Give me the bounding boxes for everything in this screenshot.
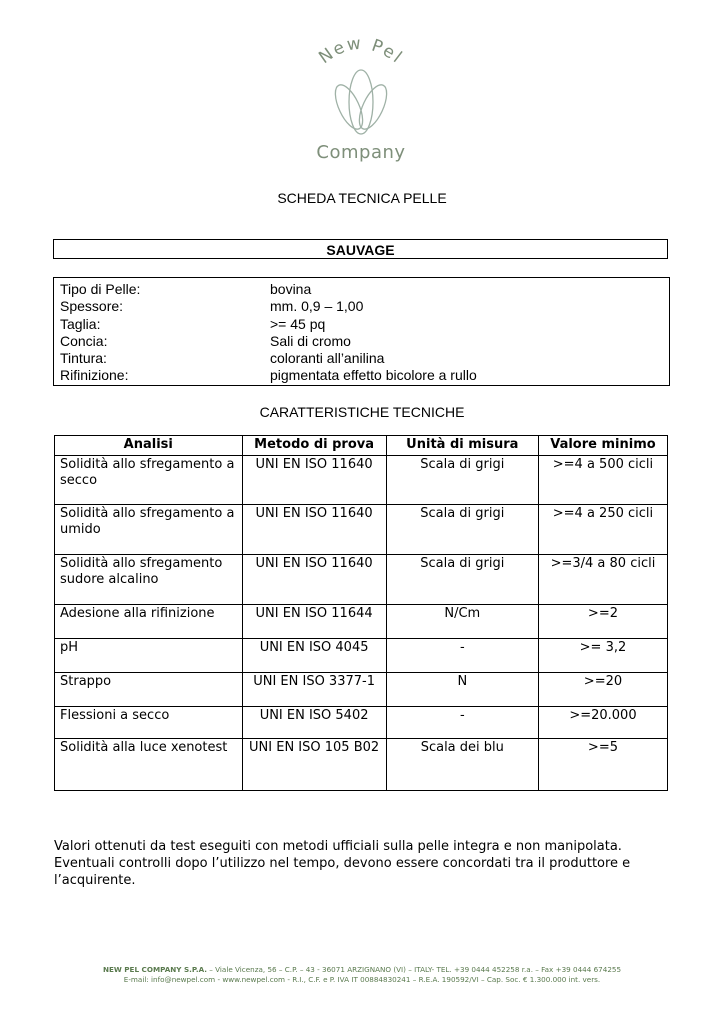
footer-line-2: E-mail: info@newpel.com - www.newpel.com - R.I., C.F. e P. IVA IT 00884830241 – R.E.A. 190592/VI – Cap. Soc. € 1.300.000 int. vers. [123,975,601,984]
table-header-row [55,436,668,456]
cell-unita: N [386,672,538,706]
column-header: Valore minimo [538,436,667,456]
leaf-icon [330,62,392,142]
column-header: Metodo di prova [242,436,386,456]
spec-row [60,281,669,298]
column-header: Unità di misura [386,436,538,456]
cell-analisi: Solidità allo sfregamento a umido [55,504,243,554]
cell-analisi: Adesione alla rifinizione [55,604,243,638]
footnote-text: Valori ottenuti da test eseguiti con metodi ufficiali sulla pelle integra e non manipolata. Eventuali controlli dopo l’utilizzo nel tempo, devono essere concordati tra il produttore e l’acquirente. [54,839,631,888]
cell-unita: Scala dei blu [386,738,538,790]
spec-value: Sali di cromo [270,332,351,349]
cell-valore: >=20 [538,672,667,706]
table-row [55,706,668,738]
spec-row [60,316,669,333]
document-title: SCHEDA TECNICA PELLE [277,190,447,206]
table-row [55,604,668,638]
cell-analisi: Flessioni a secco [55,706,243,738]
cell-analisi: pH [55,638,243,672]
spec-label: Tipo di Pelle: [60,281,141,297]
section-title: CARATTERISTICHE TECNICHE [259,404,465,420]
table-row [55,455,668,504]
table-row [55,504,668,554]
spec-row [60,298,669,315]
cell-metodo: UNI EN ISO 4045 [242,638,386,672]
cell-valore: >= 3,2 [538,638,667,672]
table-row [55,738,668,790]
spec-value: >= 45 pq [270,315,326,332]
cell-analisi: Solidità allo sfregamento a secco [55,455,243,504]
cell-unita: Scala di grigi [386,455,538,504]
logo-arc-label: New Pel [315,33,407,69]
footer-company: NEW PEL COMPANY S.P.A. [102,965,207,974]
spec-value: coloranti all’anilina [270,350,385,367]
table-row [55,638,668,672]
cell-metodo: UNI EN ISO 3377-1 [242,672,386,706]
cell-metodo: UNI EN ISO 105 B02 [242,738,386,790]
technical-table [54,435,668,791]
cell-analisi: Strappo [55,672,243,706]
cell-metodo: UNI EN ISO 11644 [242,604,386,638]
spec-label: Taglia: [60,315,101,332]
logo-company-text: Company [316,142,406,163]
column-header: Analisi [55,436,243,456]
cell-valore: >=4 a 250 cicli [538,504,667,554]
spec-label: Spessore: [60,298,124,315]
spec-value: bovina [270,281,312,297]
cell-valore: >=5 [538,738,667,790]
spec-label: Concia: [60,332,108,349]
cell-unita: N/Cm [386,604,538,638]
page-footer [0,965,724,985]
cell-valore: >=2 [538,604,667,638]
spec-value: pigmentata effetto bicolore a rullo [270,367,477,384]
cell-valore: >=4 a 500 cicli [538,455,667,504]
spec-row [60,350,669,367]
cell-unita: - [386,638,538,672]
cell-unita: - [386,706,538,738]
cell-unita: Scala di grigi [386,504,538,554]
spec-label: Rifinizione: [60,367,129,384]
footer-address: – Viale Vicenza, 56 – C.P. – 43 - 36071 ARZIGNANO (VI) – ITALY- TEL. +39 0444 452258 r.a. – Fax +39 0444 674255 [207,965,622,974]
footer-line-1 [0,965,724,975]
spec-label: Tintura: [60,350,107,367]
cell-unita: Scala di grigi [386,554,538,604]
cell-metodo: UNI EN ISO 11640 [242,455,386,504]
cell-metodo: UNI EN ISO 11640 [242,554,386,604]
product-name: SAUVAGE [53,239,668,259]
company-logo [300,22,420,163]
cell-analisi: Solidità alla luce xenotest [55,738,243,790]
cell-valore: >=3/4 a 80 cicli [538,554,667,604]
spec-row [60,367,669,384]
table-row [55,554,668,604]
table-row [55,672,668,706]
cell-metodo: UNI EN ISO 11640 [242,504,386,554]
cell-valore: >=20.000 [538,706,667,738]
cell-analisi: Solidità allo sfregamento sudore alcalino [55,554,243,604]
spec-row [60,333,669,350]
cell-metodo: UNI EN ISO 5402 [242,706,386,738]
specs-box [53,277,670,386]
spec-value: mm. 0,9 – 1,00 [270,298,364,315]
